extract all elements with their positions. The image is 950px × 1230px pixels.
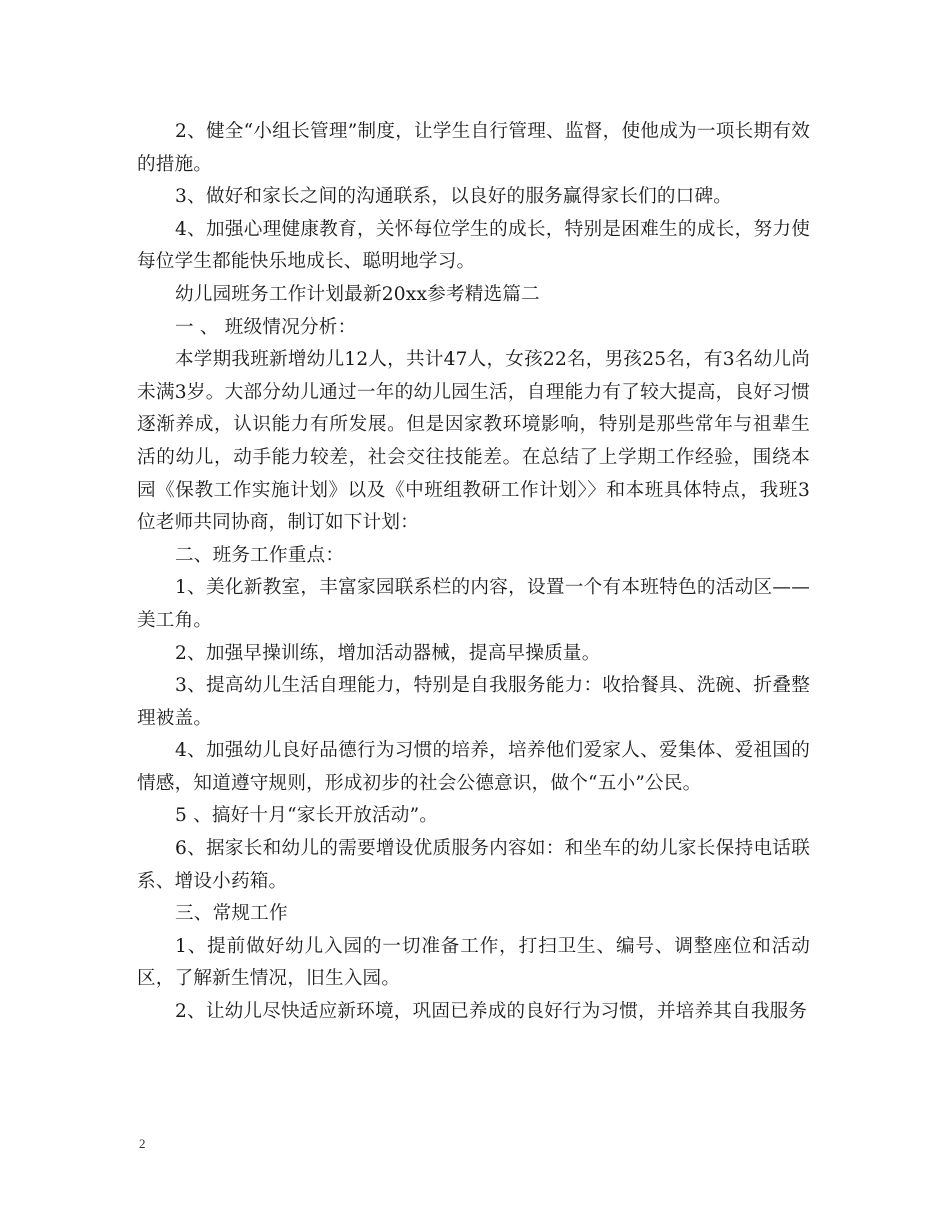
paragraph-routine-1-preparation: 1、提前做好幼儿入园的一切准备工作，打扫卫生、编号、调整座位和活动区，了解新生情况，旧生入园。 [137,935,810,990]
paragraph-focus-1-classroom: 1、美化新教室，丰富家园联系栏的内容，设置一个有本班特色的活动区——美工角。 [137,577,810,631]
document-body [137,116,810,1029]
paragraph-item-3-parent-communication: 3、做好和家长之间的沟通联系，以良好的服务赢得家长们的口碑。 [175,186,733,208]
heading-routine-work: 三、常规工作 [175,903,288,925]
paragraph-routine-2-adaptation: 2、让幼儿尽快适应新环境，巩固已养成的良好行为习惯，并培养其自我服务 [175,1001,808,1023]
paragraph-focus-5-open-day: 5 、搞好十月“家长开放活动”。 [175,805,439,827]
paragraph-item-4-mental-health: 4、加强心理健康教育，关怀每位学生的成长，特别是困难生的成长，努力使每位学生都能快乐地成长、聪明地学习。 [137,218,810,273]
section-title-part-two: 幼儿园班务工作计划最新20xx参考精选篇二 [175,283,540,305]
paragraph-focus-6-services: 6、据家长和幼儿的需要增设优质服务内容如：和坐车的幼儿家长保持电话联系、增设小药箱。 [137,838,810,892]
paragraph-focus-4-moral-habits: 4、加强幼儿良好品德行为习惯的培养，培养他们爱家人、爱集体、爱祖国的情感，知道遵守规则，形成初步的社会公德意识，做个“五小”公民。 [137,740,810,794]
heading-class-work-focus: 二、班务工作重点： [175,544,345,566]
paragraph-focus-2-morning-exercise: 2、加强早操训练，增加活动器械，提高早操质量。 [175,642,601,664]
paragraph-item-2-group-leader: 2、健全“小组长管理”制度，让学生自行管理、监督，使他成为一项长期有效的措施。 [137,121,810,175]
paragraph-class-analysis: 本学期我班新增幼儿12人，共计47人，女孩22名，男孩25名，有3名幼儿尚未满3岁。大部分幼儿通过一年的幼儿园生活，自理能力有了较大提高，良好习惯逐渐养成，认识能力有所发展。但是因家教环境影响，特别是那些常年与祖辈生活的幼儿，动手能力较差，社会交往技能差。在总结了上学期工作经验，围绕本园《保教工作实施计划》以及《中班组教研工作计划〉〉和本班具体特点，我班3位老师共同协商，制订如下计划： [137,349,810,534]
heading-class-analysis: 一 、 班级情况分析： [175,316,357,338]
paragraph-focus-3-self-care: 3、提高幼儿生活自理能力，特别是自我服务能力：收拾餐具、洗碗、折叠整理被盖。 [137,675,810,729]
page-number: 2 [139,1136,146,1151]
